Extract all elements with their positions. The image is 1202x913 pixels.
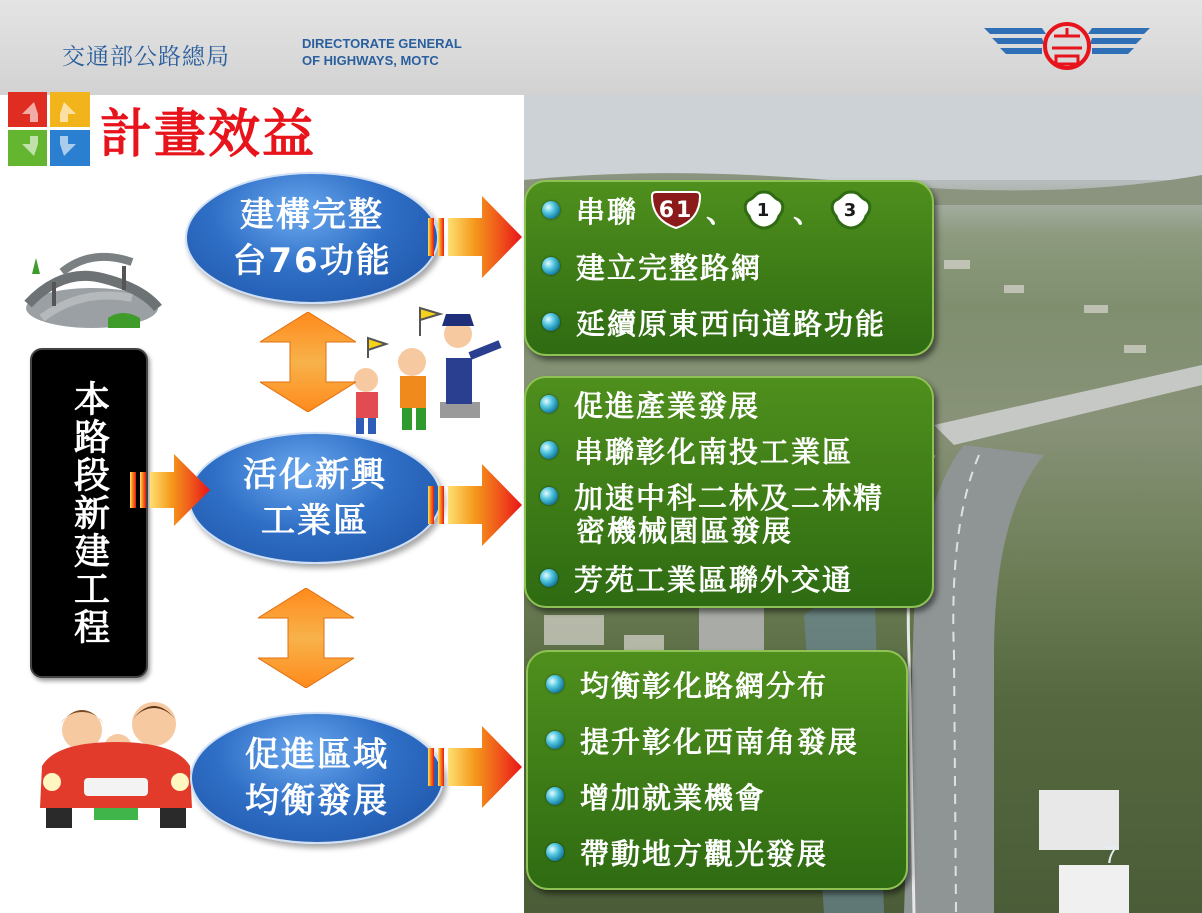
list-item-text: 加速中科二林及二林精 [574, 480, 885, 515]
family-car-icon [36, 690, 196, 832]
highway-logo-icon [982, 22, 1152, 74]
globe-bullet-icon [540, 569, 558, 587]
benefit-oval-3 [190, 712, 444, 844]
list-item-text: 延續原東西向道路功能 [576, 306, 887, 341]
police-kids-icon [344, 298, 504, 438]
org-name-en-line1: DIRECTORATE GENERAL [302, 36, 462, 51]
right-arrow-icon [428, 460, 522, 550]
route-3-label: 3 [843, 199, 859, 221]
org-name-zh: 交通部公路總局 [62, 44, 230, 70]
org-name-en-line2: OF HIGHWAYS, MOTC [302, 53, 439, 68]
list-item [540, 430, 853, 470]
globe-bullet-icon [540, 395, 558, 413]
list-item [546, 720, 859, 760]
page-title: 計畫效益 [100, 105, 317, 165]
list-item-text: 增加就業機會 [580, 780, 767, 815]
list-item [542, 302, 886, 342]
connect-label: 串聯 [576, 194, 639, 229]
list-item [542, 190, 860, 230]
list-item-text: 帶動地方觀光發展 [580, 836, 829, 871]
right-arrow-icon [428, 722, 522, 812]
globe-bullet-icon [542, 257, 560, 275]
header-bar [0, 0, 1202, 95]
double-arrow-icon [258, 588, 354, 688]
benefit-oval-1 [185, 172, 439, 304]
double-arrow-icon [260, 312, 356, 412]
globe-bullet-icon [540, 487, 558, 505]
list-item [540, 558, 853, 598]
right-arrow-icon [130, 450, 210, 530]
interchange-icon [22, 248, 162, 330]
oval-1-line1: 建構完整 [240, 195, 384, 235]
list-item-text: 串聯彰化南投工業區 [574, 434, 854, 469]
oval-1-line2: 台76功能 [232, 241, 392, 281]
org-name-en [302, 35, 462, 69]
globe-bullet-icon [540, 441, 558, 459]
list-item-text: 提升彰化西南角發展 [580, 724, 860, 759]
list-item-text: 均衡彰化路網分布 [580, 668, 829, 703]
list-item-text: 建立完整路網 [576, 250, 763, 285]
globe-bullet-icon [542, 201, 560, 219]
page-number: 7 [1104, 842, 1118, 869]
benefit-oval-2 [188, 432, 442, 564]
globe-bullet-icon [542, 313, 560, 331]
list-item [546, 776, 766, 816]
project-label-box: 本路段新建工程 [30, 348, 148, 678]
list-item [546, 832, 828, 872]
title-squares-icon [8, 92, 90, 166]
list-item [540, 384, 760, 424]
oval-2-line1: 活化新興 [243, 455, 387, 495]
right-arrow-icon [428, 192, 522, 282]
globe-bullet-icon [546, 675, 564, 693]
globe-bullet-icon [546, 843, 564, 861]
oval-2-line2: 工業區 [261, 501, 369, 541]
oval-3-line1: 促進區域 [245, 735, 389, 775]
globe-bullet-icon [546, 731, 564, 749]
separator: 、 [706, 194, 738, 229]
globe-bullet-icon [546, 787, 564, 805]
route-1-label: 1 [756, 199, 772, 221]
list-item [546, 664, 828, 704]
list-item [542, 246, 762, 286]
route-61-label: 61 [658, 197, 694, 223]
oval-3-line2: 均衡發展 [245, 781, 389, 821]
list-item [540, 476, 884, 516]
separator: 、 [793, 194, 825, 229]
list-item-continuation: 密機械園區發展 [576, 514, 794, 548]
list-item-text: 促進產業發展 [574, 388, 761, 423]
list-item-text: 芳苑工業區聯外交通 [574, 562, 854, 597]
